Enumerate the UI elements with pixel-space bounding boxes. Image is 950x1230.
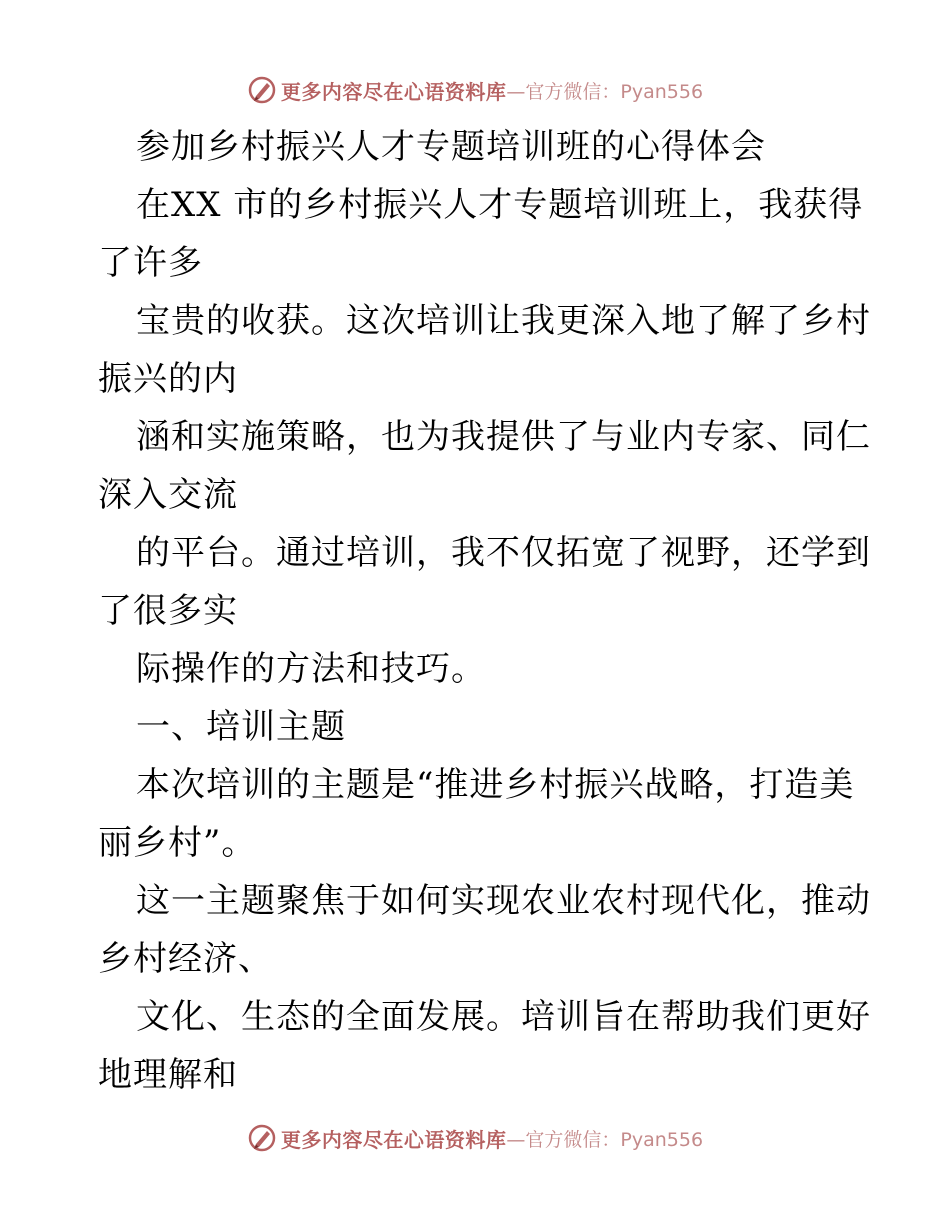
footer-watermark (0, 1118, 950, 1158)
pen-logo-icon (247, 1123, 277, 1153)
watermark-suffix: —官方微信：Pyan556 (506, 1128, 704, 1151)
text-line: 地理解和 (98, 1055, 238, 1095)
watermark-brand: 更多内容尽在心语资料库 (280, 79, 507, 104)
text-line: 本次培训的主题是“推进乡村振兴战略，打造美 (136, 765, 855, 805)
text-line: 乡村经济、 (98, 939, 273, 979)
text-line: 在XX 市的乡村振兴人才专题培训班上，我获得 (136, 185, 864, 225)
watermark-suffix: —官方微信：Pyan556 (506, 80, 704, 103)
document-body (98, 118, 871, 1104)
text-line: 涵和实施策略，也为我提供了与业内专家、同仁 (136, 417, 871, 457)
text-line: 丽乡村”。 (98, 823, 257, 863)
text-line: 了很多实 (98, 591, 238, 631)
text-line: 一、培训主题 (136, 707, 346, 747)
header-watermark (0, 70, 950, 110)
text-line: 际操作的方法和技巧。 (136, 649, 486, 689)
text-line: 振兴的内 (98, 359, 238, 399)
text-line: 这一主题聚焦于如何实现农业农村现代化，推动 (136, 881, 871, 921)
text-line: 的平台。通过培训，我不仅拓宽了视野，还学到 (136, 533, 871, 573)
document-title: 参加乡村振兴人才专题培训班的心得体会 (136, 127, 766, 167)
text-line: 宝贵的收获。这次培训让我更深入地了解了乡村 (136, 301, 871, 341)
text-line: 文化、生态的全面发展。培训旨在帮助我们更好 (136, 997, 871, 1037)
text-line: 了许多 (98, 243, 203, 283)
text-line: 深入交流 (98, 475, 238, 515)
watermark-brand: 更多内容尽在心语资料库 (280, 1127, 507, 1152)
pen-logo-icon (247, 75, 277, 105)
